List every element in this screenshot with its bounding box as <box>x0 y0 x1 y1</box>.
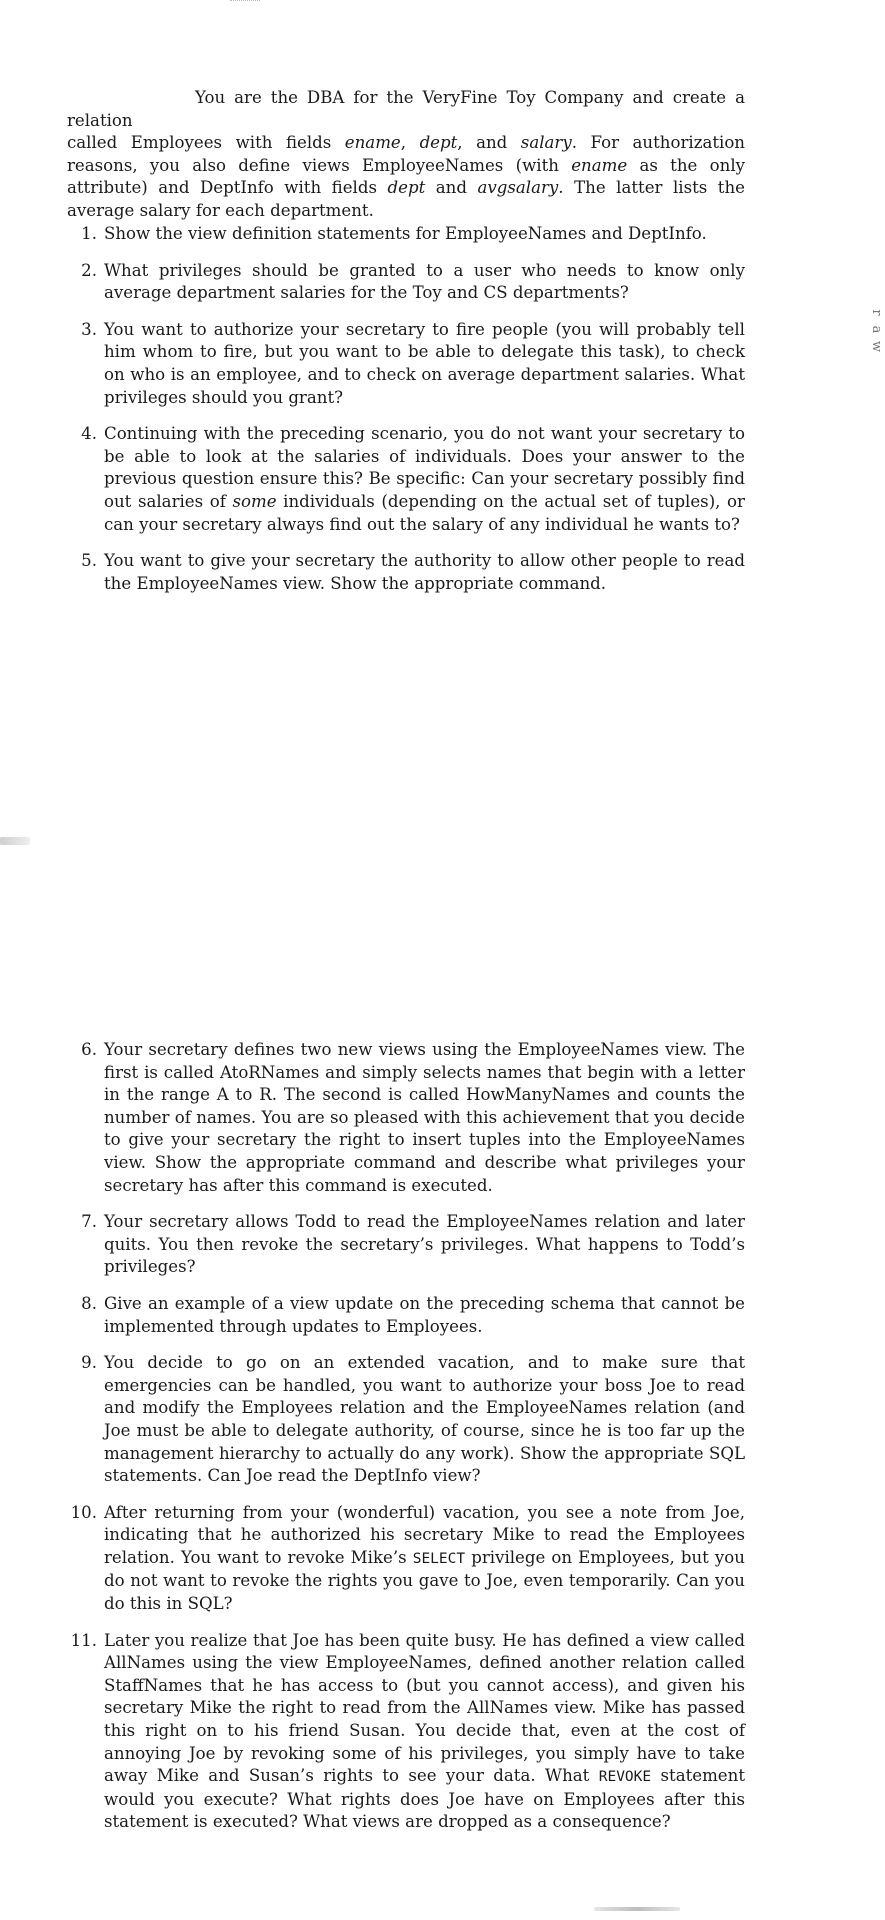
question-item <box>67 1211 745 1279</box>
question-text <box>104 1503 745 1613</box>
question-item <box>67 1630 745 1834</box>
intro-first-line: You are the DBA for the VeryFine Toy Company and create a relation <box>67 88 745 130</box>
text-run: Your secretary allows Todd to read the EmployeeNames relation and later quits. You then revoke the secretary’s privileges. What happens to Todd’s privileges? <box>104 1212 745 1277</box>
text-run: called Employees with fields <box>67 133 345 153</box>
question-list-part1 <box>67 223 745 609</box>
question-number: 8. <box>81 1293 97 1313</box>
question-number: 5. <box>81 551 97 571</box>
text-run: , and <box>457 133 521 153</box>
margin-handwriting: r a w <box>869 309 884 353</box>
text-run: . The latter lists the average salary for each department. <box>67 178 745 220</box>
scan-artifact-bottom <box>594 1907 680 1911</box>
text-run: You want to authorize your secretary to fire people (you will probably tell him whom to fire, but you want to be able to delegate this task), to check on who is an employee, and to check on average department salaries. What privileges should you grant? <box>104 319 745 407</box>
emphasis-term: salary <box>520 133 572 153</box>
question-list-part2 <box>67 1039 745 1848</box>
emphasis-term: dept <box>419 133 458 153</box>
text-run: as the only attribute) and DeptInfo with fields <box>67 155 745 198</box>
text-run: Give an example of a view update on the preceding schema that cannot be implemented through updates to Employees. <box>104 1293 745 1336</box>
emphasis-term: some <box>232 491 277 511</box>
question-text <box>104 1294 745 1336</box>
text-run: Your secretary defines two new views using the EmployeeNames view. The first is called AtoRNames and simply selects names that begin with a letter in the range A to R. The second is called HowManyNames and counts the number of names. You are so pleased with this achievement that you decide to give your secretary the right to insert tuples into the EmployeeNames view. Show the appropriate command and describe what privileges your secretary has after this command is executed. <box>104 1040 745 1195</box>
question-item <box>67 1039 745 1197</box>
question-number: 11. <box>70 1630 97 1650</box>
question-item <box>67 1293 745 1338</box>
question-number: 6. <box>81 1040 97 1059</box>
question-text <box>104 1353 745 1485</box>
text-run: privilege on Employees, but you do not want to revoke the rights you gave to Joe, even temporarily. Can you do this in SQL? <box>104 1547 745 1614</box>
text-run: After returning from your (wonderful) vacation, you see a note from Joe, indicating that he authorized his secretary Mike to read the Employees relation. You want to revoke Mike’s <box>104 1502 745 1567</box>
question-number: 2. <box>81 260 97 280</box>
text-run: individuals (depending on the actual set of tuples), or can your secretary always find out the salary of any individual he wants to? <box>104 491 745 534</box>
emphasis-term: dept <box>387 178 426 198</box>
question-number: 3. <box>81 319 97 339</box>
question-item <box>67 1352 745 1488</box>
question-item <box>67 319 745 409</box>
question-number: 1. <box>81 224 97 243</box>
question-item <box>67 550 745 595</box>
scan-artifact-top <box>230 0 260 5</box>
text-run: and <box>425 178 478 198</box>
text-run: , <box>400 133 420 153</box>
question-number: 9. <box>81 1353 97 1373</box>
question-text <box>104 1040 745 1195</box>
question-text <box>104 1212 745 1276</box>
question-text <box>104 1631 745 1832</box>
sql-keyword: SELECT <box>412 1550 466 1567</box>
question-number: 10. <box>70 1502 97 1522</box>
question-text <box>104 424 745 533</box>
text-run: . For authorization reasons, you also define views EmployeeNames (with <box>67 133 745 175</box>
emphasis-term: ename <box>344 133 401 153</box>
intro-paragraph <box>67 87 745 223</box>
question-text <box>104 261 745 303</box>
emphasis-term: avgsalary <box>477 178 559 198</box>
question-text <box>104 320 745 407</box>
text-run: What privileges should be granted to a user who needs to know only average department salaries for the Toy and CS departments? <box>104 260 745 303</box>
question-item <box>67 423 745 536</box>
text-run: Later you realize that Joe has been quite busy. He has defined a view called AllNames using the view EmployeeNames, defined another relation called StaffNames that he has access to (but you cannot access), and given his secretary Mike the right to read from the AllNames view. Mike has passed this right on to his friend Susan. You decide that, even at the cost of annoying Joe by revoking some of his privileges, you simply have to take away Mike and Susan’s rights to see your data. What <box>104 1630 745 1786</box>
question-text <box>104 551 745 593</box>
scan-artifact-left <box>0 837 30 845</box>
question-number: 7. <box>81 1212 97 1232</box>
emphasis-term: ename <box>571 155 628 175</box>
question-number: 4. <box>81 424 97 444</box>
text-run: statement would you execute? What rights does Joe have on Employees after this statement is executed? What views are dropped as a consequence? <box>104 1766 745 1832</box>
intro-body <box>67 133 745 220</box>
sql-keyword: REVOKE <box>598 1769 652 1786</box>
text-run: You want to give your secretary the authority to allow other people to read the EmployeeNames view. Show the appropriate command. <box>104 551 745 593</box>
text-run: Show the view definition statements for EmployeeNames and DeptInfo. <box>104 224 707 243</box>
text-run: You decide to go on an extended vacation, and to make sure that emergencies can be handled, you want to authorize your boss Joe to read and modify the Employees relation and the EmployeeNames relation (and Joe must be able to delegate authority, of course, since he is too far up the management hierarchy to actually do any work). Show the appropriate SQL statements. Can Joe read the DeptInfo view? <box>104 1353 745 1486</box>
question-text <box>104 224 707 243</box>
question-item <box>67 223 745 246</box>
text-run: Continuing with the preceding scenario, you do not want your secretary to be able to look at the salaries of individuals. Does your answer to the previous question ensure this? Be specific: Can your secretary possibly find out salaries of <box>104 424 745 511</box>
question-item <box>67 1502 745 1616</box>
question-item <box>67 260 745 305</box>
